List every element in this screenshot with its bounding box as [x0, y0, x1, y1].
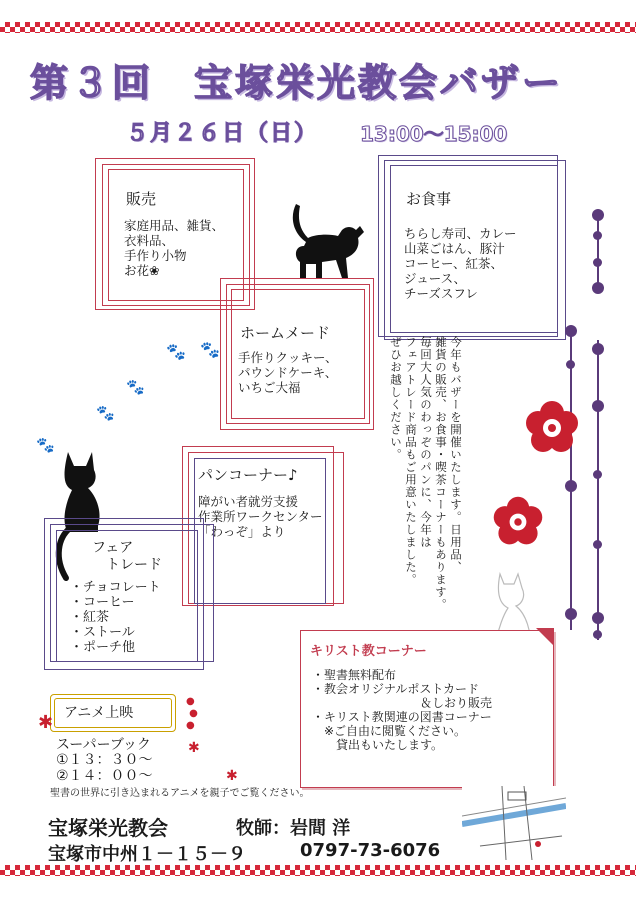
dot-icon — [592, 612, 604, 624]
fairtrade-items: ・チョコレート ・コーヒー ・紅茶 ・ストール ・ポーチ他 — [70, 580, 161, 655]
dot-icon — [566, 360, 575, 369]
christian-items: ・聖書無料配布 ・教会オリジナルポストカード ＆しおり販売 ・キリスト教関連の図書コーナー ※ご自由に閲覧ください。 貸出もいたします。 — [312, 668, 493, 752]
pastor-name: 牧師：岩間 洋 — [236, 818, 351, 839]
paw-print-icon: 🐾 — [200, 340, 220, 359]
walking-cat-icon — [286, 202, 370, 282]
paw-print-icon: 🐾 — [126, 378, 145, 396]
homemade-items: 手作りクッキー、 パウンドケーキ、 いちご大福 — [238, 350, 338, 395]
christian-heading: キリスト教コーナー — [310, 644, 427, 659]
plum-flower-icon — [490, 494, 546, 550]
map-icon — [462, 786, 566, 860]
homemade-heading: ホームメード — [240, 324, 331, 342]
dot-icon — [592, 282, 604, 294]
church-name: 宝塚栄光教会 — [48, 816, 168, 840]
church-address: 宝塚市中州１－１５－９ — [48, 844, 246, 865]
anime-label: アニメ上映 — [64, 705, 134, 721]
top-border-strip — [0, 22, 636, 33]
food-heading: お食事 — [406, 190, 452, 208]
bread-items: 障がい者就労支援 作業所ワークセンター 「わっぞ」より — [198, 494, 323, 539]
dot-icon — [565, 608, 577, 620]
plum-flower-icon — [522, 398, 582, 458]
sales-heading: 販売 — [126, 190, 157, 208]
event-date: ５月２６日（日） — [126, 121, 319, 146]
dot-icon — [565, 325, 577, 337]
sparkle-icon: ✱ — [38, 712, 54, 733]
dot-icon — [592, 400, 604, 412]
church-phone: 0797-73-6076 — [300, 840, 441, 861]
anime-times: ①１３：３０～ ②１４：００～ — [56, 752, 153, 784]
dot-icon — [593, 630, 602, 639]
bread-heading: パンコーナー♪ — [198, 466, 298, 484]
bazaar-message: 今年もバザーを開催いたします。日用品、 雑貨の販売、お食事・喫茶コーナーもあります。 毎回大人気のわっぞのパンに、今年は フェアトレード商品もご用意いたしました。 ぜひお越しください。 — [389, 336, 463, 611]
dot-icon — [593, 470, 602, 479]
food-items: ちらし寿司、カレー 山菜ごはん、豚汁 コーヒー、紅茶、 ジュース、 チーズスフレ — [404, 226, 517, 301]
dot-icon — [593, 540, 602, 549]
paw-print-icon: 🐾 — [36, 436, 55, 454]
anime-title: スーパーブック — [56, 737, 151, 753]
dot-icon — [592, 343, 604, 355]
event-time: 13:00～15:00 — [360, 122, 508, 146]
dot-icon — [593, 231, 602, 240]
fairtrade-heading: フェア トレード — [92, 540, 162, 573]
sparkle-icon: ✱ — [188, 740, 200, 756]
anime-note: 聖書の世界に引き込まれるアニメを親子でご覧ください。 — [50, 788, 310, 799]
paw-print-icon: 🐾 — [96, 404, 115, 422]
dot-icon — [593, 258, 602, 267]
sparkle-icon: ✱ — [226, 768, 238, 784]
sales-items: 家庭用品、雑貨、 衣料品、 手作り小物 お花❀ — [124, 218, 225, 278]
bottom-border-strip — [0, 865, 636, 876]
paw-print-icon: 🐾 — [166, 342, 186, 361]
event-title: 第３回 宝塚栄光教会バザー — [30, 61, 564, 105]
dot-icon — [565, 480, 577, 492]
dots-decoration-icon: ● ● ● — [186, 696, 198, 731]
dot-icon — [592, 209, 604, 221]
